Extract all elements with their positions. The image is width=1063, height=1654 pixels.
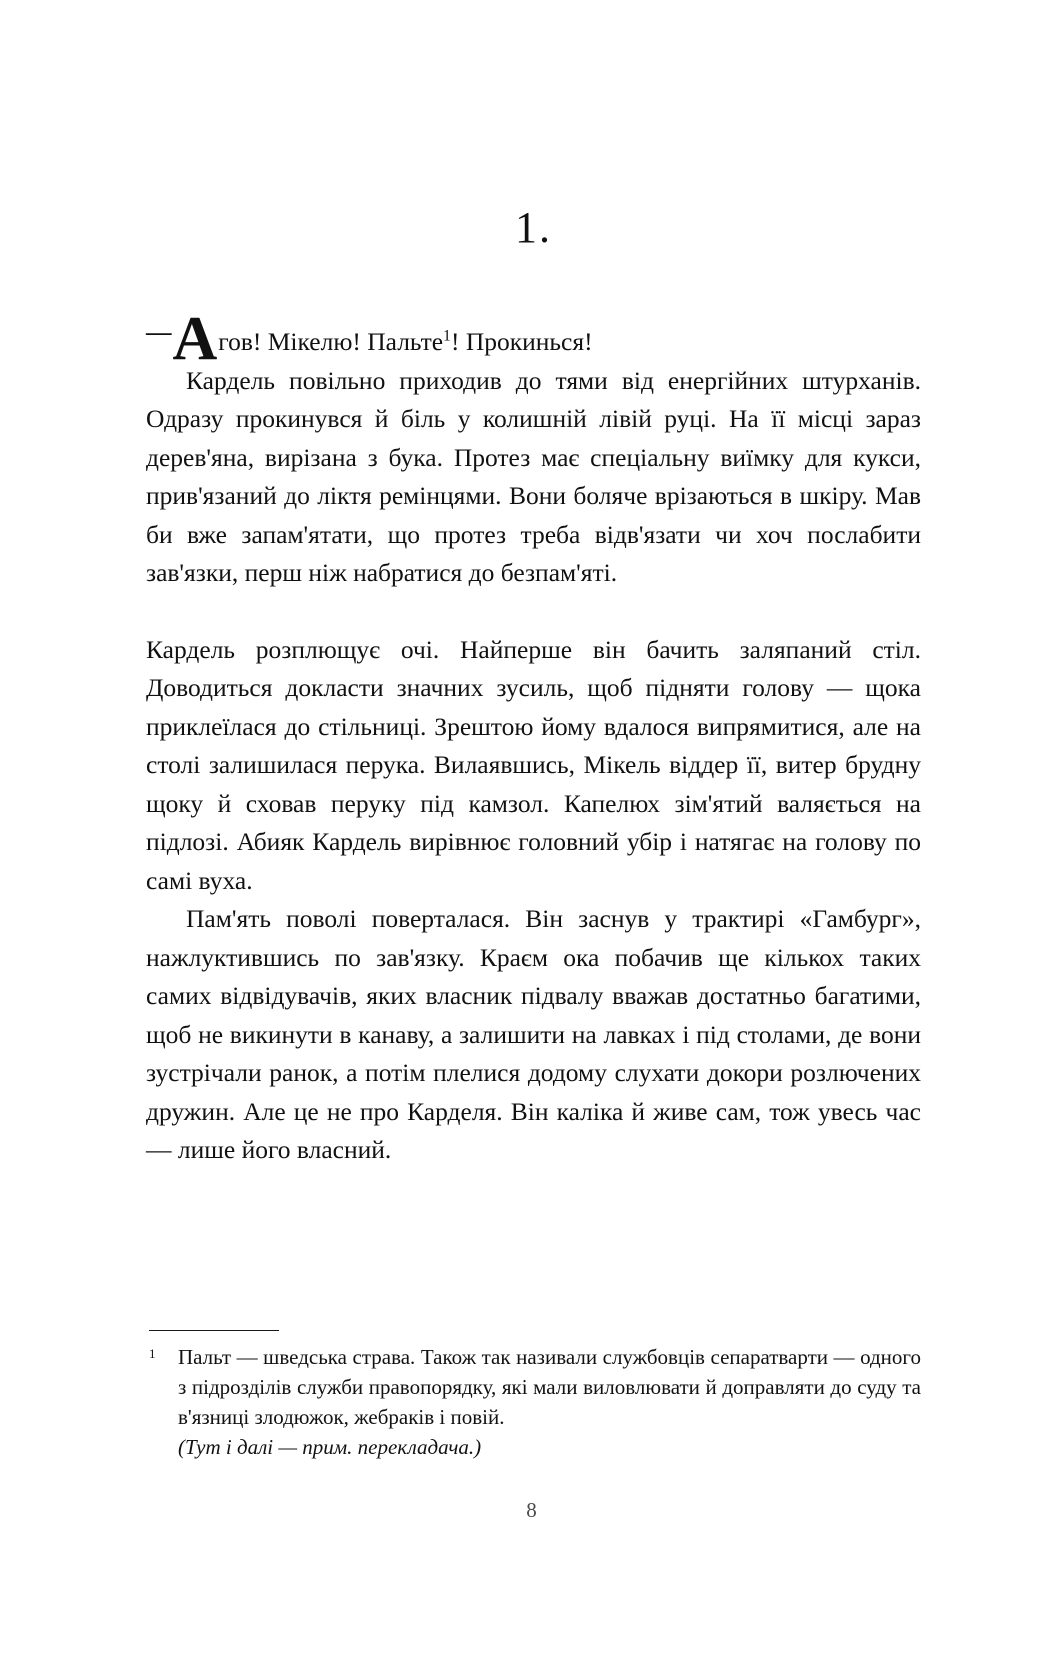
dropcap-group: [146, 305, 218, 373]
opening-text: гов! Мікелю! Пальте: [218, 327, 444, 356]
footnote-text: [146, 1342, 921, 1462]
footnote-section: [146, 1330, 921, 1462]
paragraph-2: Кардель розплющує очі. Найперше він бачить заляпаний стіл. Доводиться докласти значних зусиль, щоб підняти голову — щока приклеїлася до стільниці. Зрештою йому вдалося випрямитися, але на столі залишилася перука. Вилаявшись, Мікель віддер її, витер брудну щоку й сховав перуку під камзол. Капелюх зім'ятий валяється на підлозі. Абияк Кардель вирівнює головний убір і натягає на голову по самі вуха.: [146, 634, 921, 895]
page-number: 8: [526, 1498, 537, 1522]
chapter-number: 1.: [515, 203, 552, 252]
paragraph-3: Пам'ять поволі поверталася. Він заснув у трактирі «Гамбург», нажлуктившись по зав'язку. Краєм ока побачив ще кількох таких самих відвідувачів, яких власник підвалу вважав достатньо багатими, щоб не викинути в канаву, а залишити на лавках і під столами, де вони зустрічали ранок, а потім плелися додому слухати докори розлючених дружин. Але це не про Карделя. Він каліка й живе сам, тож увесь час — лише його власний.: [146, 904, 921, 1164]
drop-cap-letter: А: [172, 305, 218, 373]
opening-text-tail: ! Прокинься!: [450, 327, 593, 356]
page-content: [146, 0, 921, 1170]
opening-line: [146, 305, 921, 373]
body-text-block: [146, 305, 921, 1170]
paragraph-1: Кардель повільно приходив до тями від енергійних штурханів. Одразу прокинувся й біль у колишній лівій руці. На її місці зараз дерев'яна, вирізана з бука. Протез має спеціальну виїмку для кукси, прив'язаний до ліктя ремінцями. Вони боляче врізаються в шкіру. Мав би вже запам'ятати, що протез треба відв'язати чи хоч послабити зав'язки, перш ніж набратися до безпам'яті.: [146, 365, 921, 587]
footnote-translator-note: (Тут і далі — прим. перекладача.): [178, 1435, 482, 1459]
footnote-divider: [149, 1330, 279, 1331]
footnote-reference-marker[interactable]: 1: [443, 327, 451, 345]
footnote-content: Пальт — шведська страва. Також так називали службовців сепаратварти — одного з підрозділів служби правопорядку, які мали виловлювати й доправляти до суду та в'язниці злодюжок, жебраків і повій.: [178, 1345, 921, 1429]
footnote-number: 1: [149, 1346, 156, 1361]
em-dash: —: [146, 317, 172, 346]
